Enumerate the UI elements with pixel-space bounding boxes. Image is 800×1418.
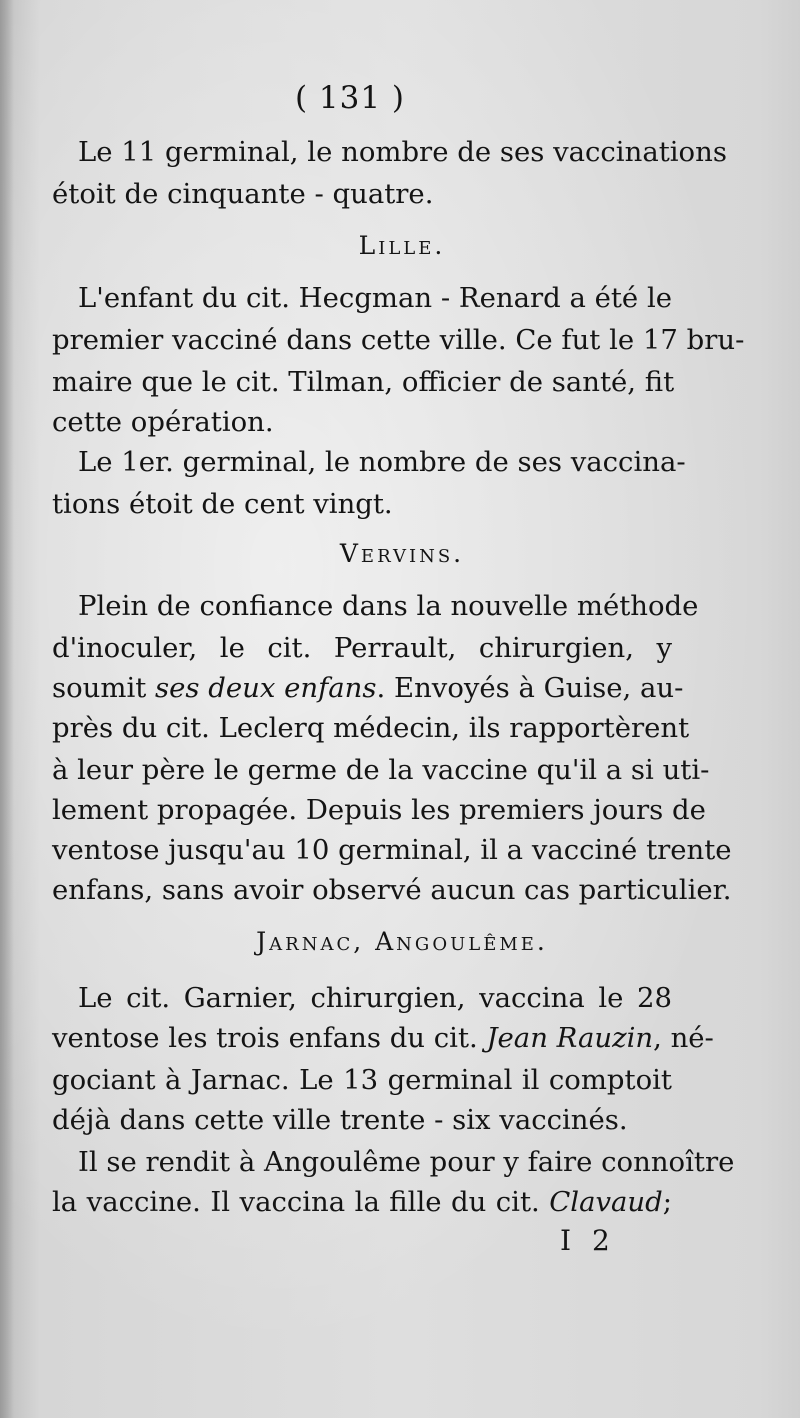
section-heading-vervins: Vervins. <box>339 539 465 568</box>
text-line: L'enfant du cit. Hecgman - Renard a été le <box>78 282 673 314</box>
text-line: gociant à Jarnac. Le 13 germinal il comptoit <box>52 1064 672 1096</box>
text-line: tions étoit de cent vingt. <box>52 488 393 520</box>
text-line: étoit de cinquante - quatre. <box>52 178 434 210</box>
text-line: près du cit. Leclerq médecin, ils rapportèrent <box>52 712 690 744</box>
page-number: ( 131 ) <box>294 80 406 116</box>
text-line: Le 11 germinal, le nombre de ses vaccinations <box>78 136 727 168</box>
text-line: soumit ses deux enfans. Envoyés à Guise, au- <box>52 672 684 704</box>
section-heading-jarnac: Jarnac, Angoulême. <box>256 927 548 956</box>
text-line: la vaccine. Il vaccina la fille du cit. Clavaud; <box>52 1186 672 1218</box>
italic-name: Clavaud <box>549 1186 663 1218</box>
text-line: ventose jusqu'au 10 germinal, il a vacciné trente <box>52 834 732 866</box>
text-line: lement propagée. Depuis les premiers jours de <box>52 794 706 826</box>
text-line: ventose les trois enfans du cit. Jean Rauzin, né- <box>52 1022 714 1054</box>
text-line: Plein de confiance dans la nouvelle méthode <box>78 590 699 622</box>
text-line: cette opération. <box>52 406 274 438</box>
text-line: maire que le cit. Tilman, officier de santé, fit <box>52 366 675 398</box>
text-line: enfans, sans avoir observé aucun cas particulier. <box>52 874 732 906</box>
signature-mark: I 2 <box>560 1224 616 1257</box>
text-line: d'inoculer, le cit. Perrault, chirurgien, y <box>52 632 672 664</box>
text-line: déjà dans cette ville trente - six vaccinés. <box>52 1104 628 1136</box>
italic-name: Jean Rauzin <box>486 1022 654 1054</box>
text-line: Le cit. Garnier, chirurgien, vaccina le 28 <box>78 982 672 1014</box>
italic-phrase: ses deux enfans <box>155 672 377 704</box>
text-line: à leur père le germe de la vaccine qu'il a si uti- <box>52 754 710 786</box>
section-heading-lille: Lille. <box>358 231 446 260</box>
text-line: Il se rendit à Angoulême pour y faire connoître <box>78 1146 735 1178</box>
text-line: Le 1er. germinal, le nombre de ses vaccina- <box>78 446 686 478</box>
text-line: premier vacciné dans cette ville. Ce fut le 17 bru- <box>52 324 745 356</box>
